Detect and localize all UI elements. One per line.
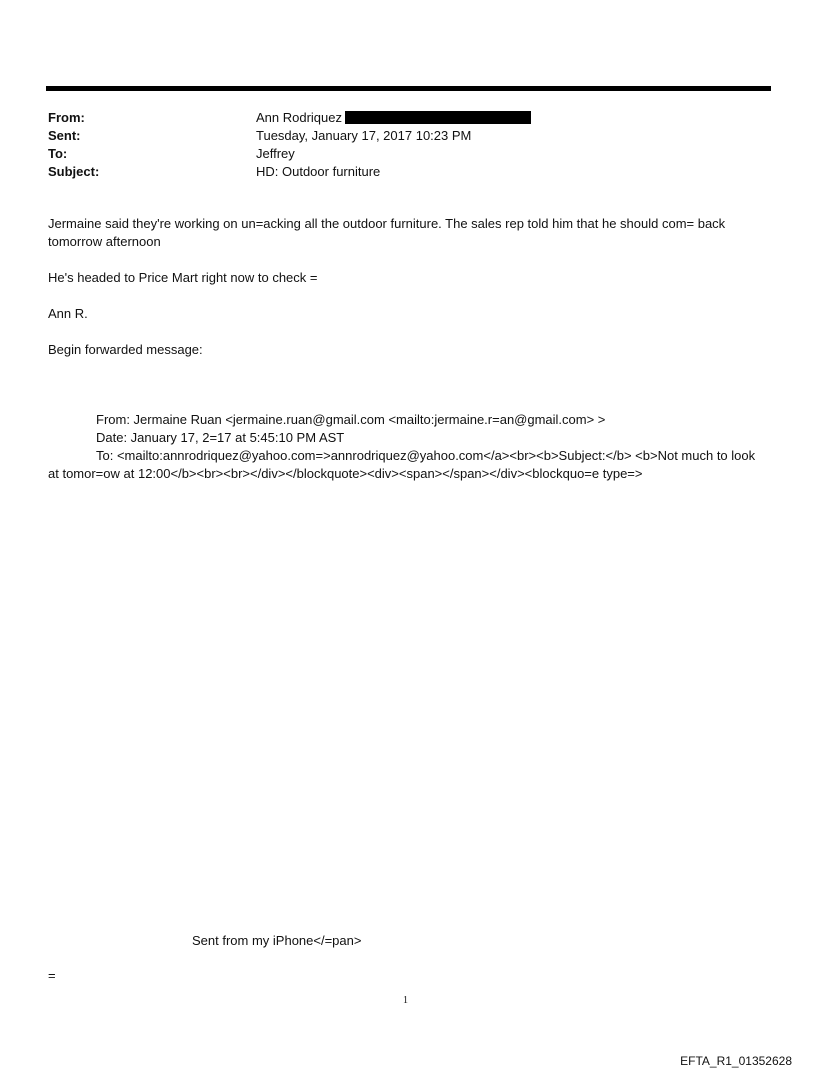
sent-from-line: Sent from my iPhone</=pan> (192, 933, 362, 948)
sender-name: Ann Rodriquez (256, 110, 342, 125)
body-paragraph-1: Jermaine said they're working on un=acking all the outdoor furniture. The sales rep told him that he should com= back tomorrow afternoon (48, 216, 726, 249)
header-rule (46, 86, 771, 91)
to-value: Jeffrey (256, 146, 295, 161)
document-id: EFTA_R1_01352628 (680, 1054, 792, 1068)
forwarded-from: From: Jermaine Ruan <jermaine.ruan@gmail.com <mailto:jermaine.r=an@gmail.com> > (96, 412, 606, 427)
redaction-bar (345, 111, 531, 124)
subject-label: Subject: (48, 164, 100, 179)
from-label: From: (48, 110, 85, 125)
to-label: To: (48, 146, 68, 161)
forwarded-date: Date: January 17, 2=17 at 5:45:10 PM AST (96, 430, 345, 445)
page-number: 1 (403, 995, 408, 1006)
forward-intro: Begin forwarded message: (48, 342, 203, 357)
sent-value: Tuesday, January 17, 2017 10:23 PM (256, 128, 472, 143)
email-body (48, 215, 768, 377)
sent-label: Sent: (48, 128, 81, 143)
forwarded-message (48, 411, 766, 483)
from-value (256, 109, 531, 127)
subject-row (48, 163, 768, 181)
from-row (48, 109, 768, 127)
signature: Ann R. (48, 306, 88, 321)
forwarded-to: To: <mailto:annrodriquez@yahoo.com=>annrodriquez@yahoo.com</a><br><b>Subject:</b> <b>Not much to look at tomor=ow at 12:00</b><br><br></div></blockquote><div><span></span></div><blockquo=e type=> (48, 448, 756, 481)
sent-row (48, 127, 768, 145)
trailing-equals: = (48, 968, 56, 983)
body-paragraph-2: He's headed to Price Mart right now to check = (48, 270, 318, 285)
email-header (48, 109, 768, 181)
to-row (48, 145, 768, 163)
subject-value: HD: Outdoor furniture (256, 164, 381, 179)
